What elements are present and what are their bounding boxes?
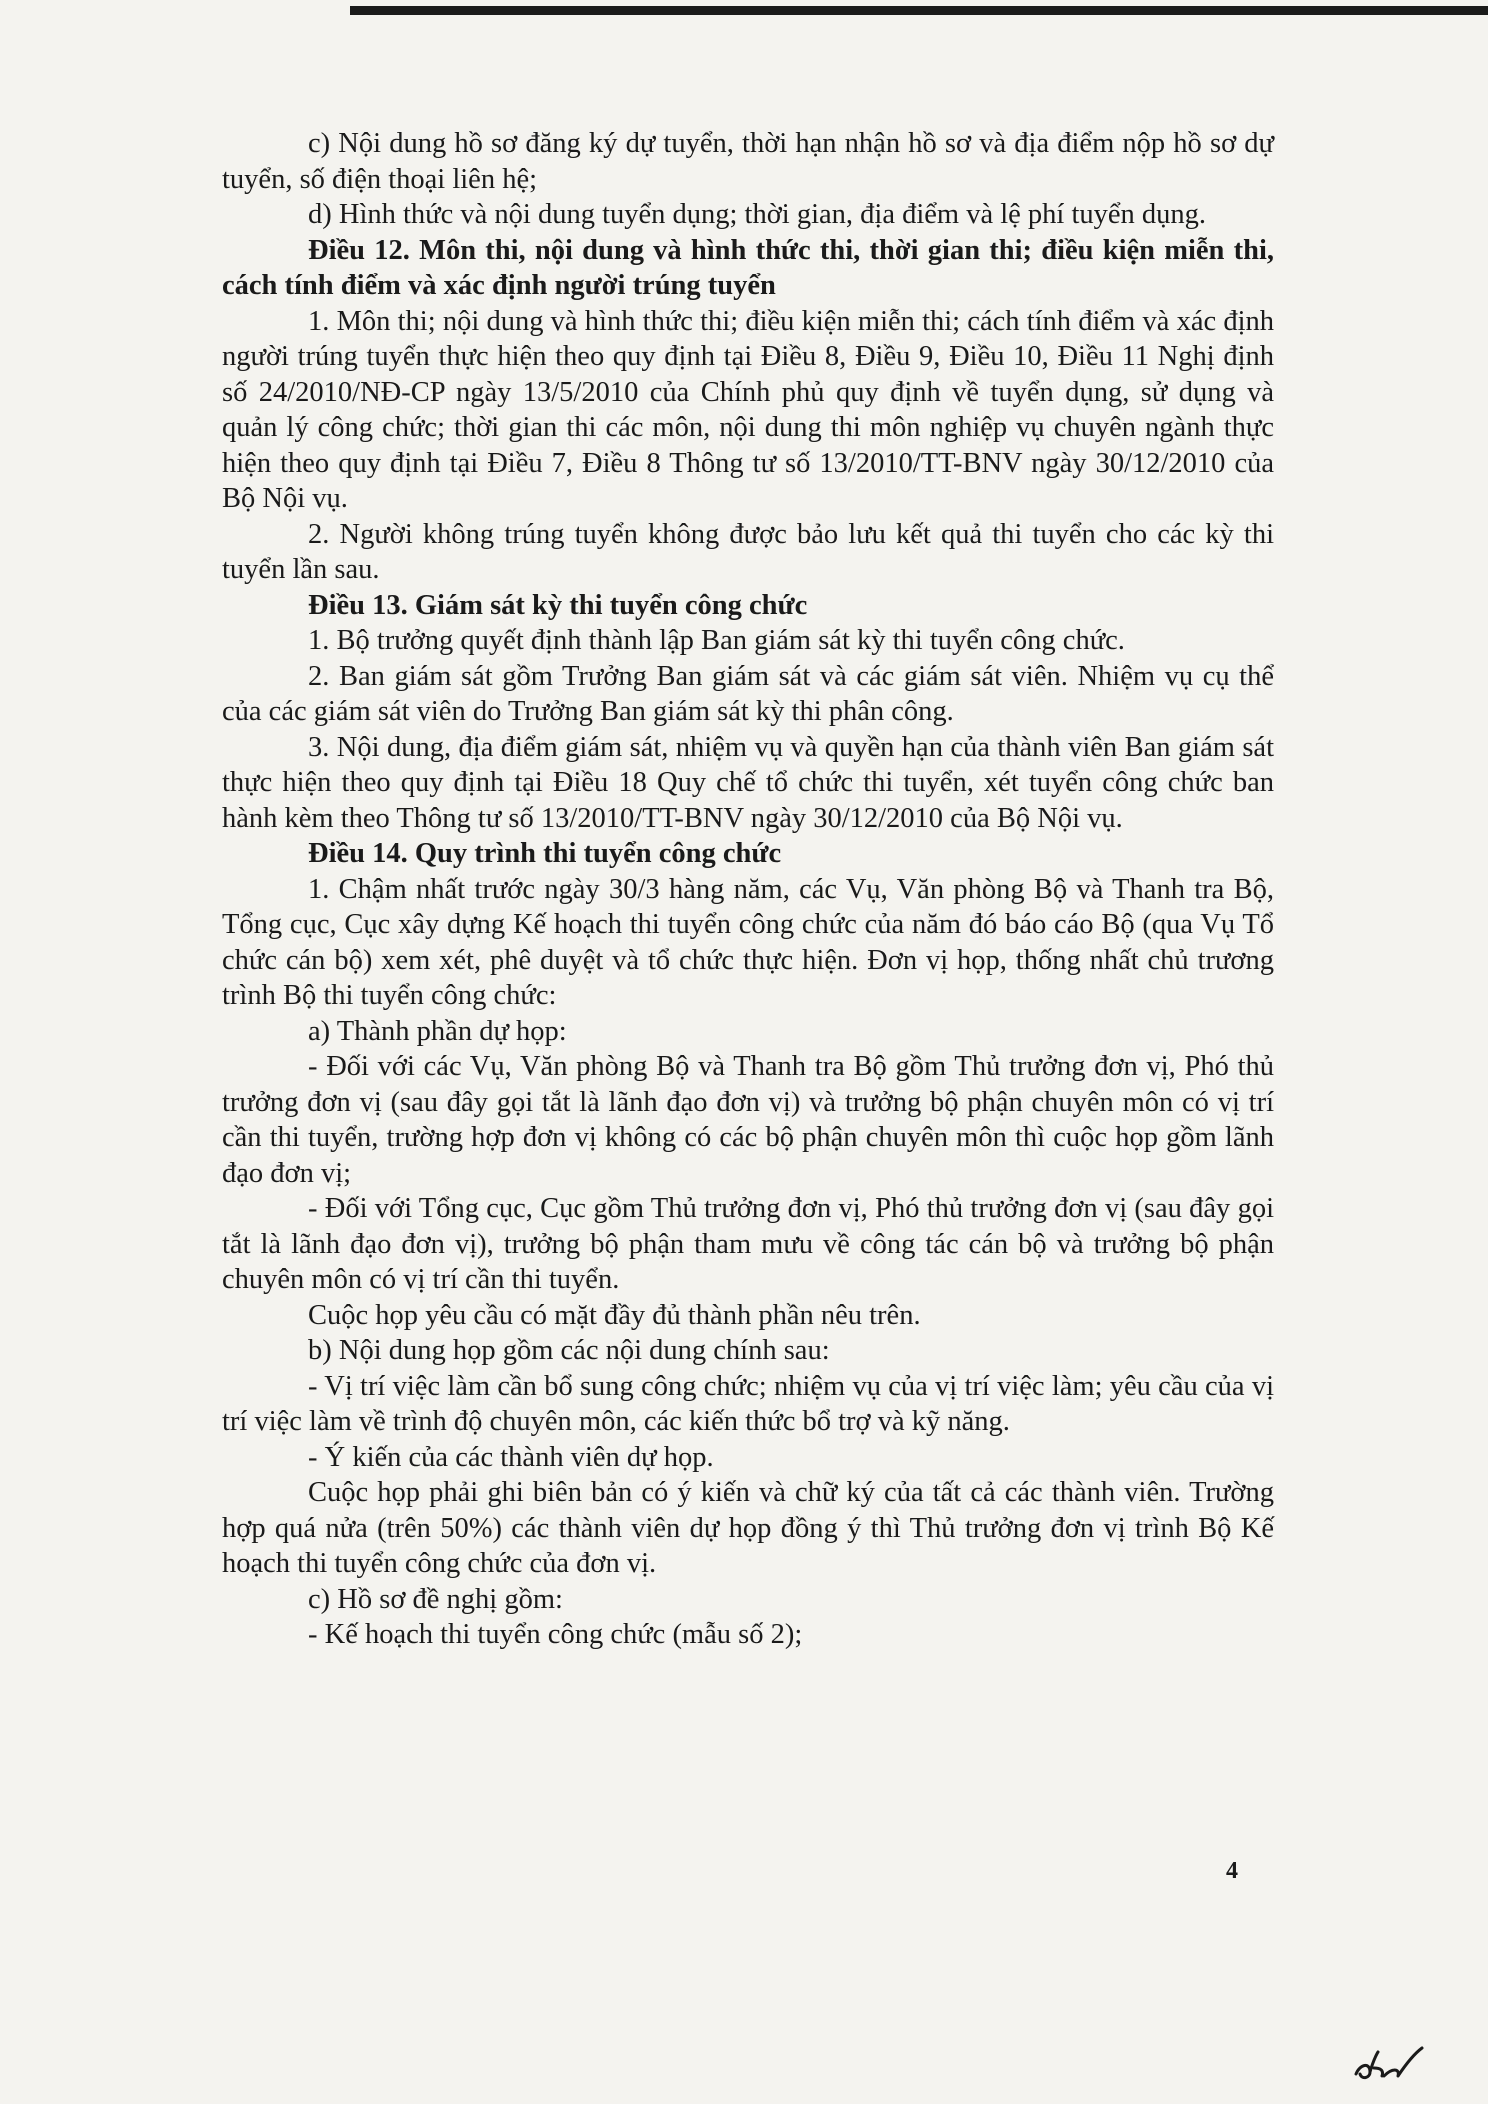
paragraph-doi-voi-vu: - Đối với các Vụ, Văn phòng Bộ và Thanh tra Bộ gồm Thủ trưởng đơn vị, Phó thủ trưởng đơn vị (sau đây gọi tắt là lãnh đạo đơn vị) và trưởng bộ phận chuyên môn có vị trí cần thi tuyển, trường hợp đơn vị không có các bộ phận chuyên môn thì cuộc họp gồm lãnh đạo đơn vị; [222, 1051, 1274, 1189]
document-body [222, 126, 1274, 1653]
paragraph-cuoc-hop-bien-ban: Cuộc họp phải ghi biên bản có ý kiến và chữ ký của tất cả các thành viên. Trường hợp quá nửa (trên 50%) các thành viên dự họp đồng ý thì Thủ trưởng đơn vị trình Bộ Kế hoạch thi tuyển công chức của đơn vị. [222, 1477, 1274, 1579]
paragraph-vi-tri-viec-lam: - Vị trí việc làm cần bổ sung công chức; nhiệm vụ của vị trí việc làm; yêu cầu của vị trí việc làm về trình độ chuyên môn, các kiến thức bổ trợ và kỹ năng. [222, 1370, 1274, 1437]
paragraph-dieu-14-khoan-1: 1. Chậm nhất trước ngày 30/3 hàng năm, các Vụ, Văn phòng Bộ và Thanh tra Bộ, Tổng cục, Cục xây dựng Kế hoạch thi tuyển công chức của năm đó báo cáo Bộ (qua Vụ Tổ chức cán bộ) xem xét, phê duyệt và tổ chức thực hiện. Đơn vị họp, thống nhất chủ trương trình Bộ thi tuyển công chức: [222, 873, 1274, 1011]
paragraph-doi-voi-tong-cuc: - Đối với Tổng cục, Cục gồm Thủ trưởng đơn vị, Phó thủ trưởng đơn vị (sau đây gọi tắt là lãnh đạo đơn vị), trưởng bộ phận tham mưu về công tác cán bộ và trưởng bộ phận chuyên môn có vị trí cần thi tuyển. [222, 1193, 1274, 1295]
paragraph-d-hinh-thuc: d) Hình thức và nội dung tuyển dụng; thời gian, địa điểm và lệ phí tuyển dụng. [308, 199, 1207, 230]
scan-top-border [350, 6, 1488, 15]
heading-dieu-12: Điều 12. Môn thi, nội dung và hình thức thi, thời gian thi; điều kiện miễn thi, cách tính điểm và xác định người trúng tuyển [222, 234, 1274, 301]
paragraph-c-ho-so-de-nghi: c) Hồ sơ đề nghị gồm: [308, 1583, 563, 1615]
paragraph-cuoc-hop-yeu-cau: Cuộc họp yêu cầu có mặt đầy đủ thành phần nêu trên. [308, 1299, 921, 1331]
heading-dieu-14: Điều 14. Quy trình thi tuyển công chức [308, 838, 782, 869]
paragraph-b-noi-dung-hop: b) Nội dung họp gồm các nội dung chính sau: [308, 1335, 830, 1366]
paragraph-c-ho-so-dang-ky: c) Nội dung hồ sơ đăng ký dự tuyển, thời hạn nhận hồ sơ và địa điểm nộp hồ sơ dự tuyển, số điện thoại liên hệ; [222, 128, 1274, 195]
paragraph-dieu-12-khoan-1: 1. Môn thi; nội dung và hình thức thi; điều kiện miễn thi; cách tính điểm và xác định người trúng tuyển thực hiện theo quy định tại Điều 8, Điều 9, Điều 10, Điều 11 Nghị định số 24/2010/NĐ-CP ngày 13/5/2010 của Chính phủ quy định về tuyển dụng, sử dụng và quản lý công chức; thời gian thi các môn, nội dung thi môn nghiệp vụ chuyên ngành thực hiện theo quy định tại Điều 7, Điều 8 Thông tư số 13/2010/TT-BNV ngày 30/12/2010 của Bộ Nội vụ. [222, 305, 1274, 514]
paragraph-dieu-12-khoan-2: 2. Người không trúng tuyển không được bảo lưu kết quả thi tuyển cho các kỳ thi tuyển lần sau. [222, 518, 1274, 585]
paragraph-dieu-13-khoan-3: 3. Nội dung, địa điểm giám sát, nhiệm vụ và quyền hạn của thành viên Ban giám sát thực hiện theo quy định tại Điều 18 Quy chế tổ chức thi tuyển, xét tuyển công chức ban hành kèm theo Thông tư số 13/2010/TT-BNV ngày 30/12/2010 của Bộ Nội vụ. [222, 731, 1274, 834]
paragraph-dieu-13-khoan-1: 1. Bộ trưởng quyết định thành lập Ban giám sát kỳ thi tuyển công chức. [308, 625, 1125, 656]
heading-dieu-13: Điều 13. Giám sát kỳ thi tuyển công chức [308, 589, 808, 621]
paragraph-y-kien: - Ý kiến của các thành viên dự họp. [308, 1441, 714, 1473]
handwritten-initials-mark [1348, 2038, 1428, 2088]
page-number: 4 [1226, 1858, 1238, 1884]
paragraph-a-thanh-phan: a) Thành phần dự họp: [308, 1015, 567, 1047]
paragraph-ke-hoach-mau-2: - Kế hoạch thi tuyển công chức (mẫu số 2); [308, 1619, 803, 1650]
paragraph-dieu-13-khoan-2: 2. Ban giám sát gồm Trưởng Ban giám sát và các giám sát viên. Nhiệm vụ cụ thể của các giám sát viên do Trưởng Ban giám sát kỳ thi phân công. [222, 660, 1274, 727]
